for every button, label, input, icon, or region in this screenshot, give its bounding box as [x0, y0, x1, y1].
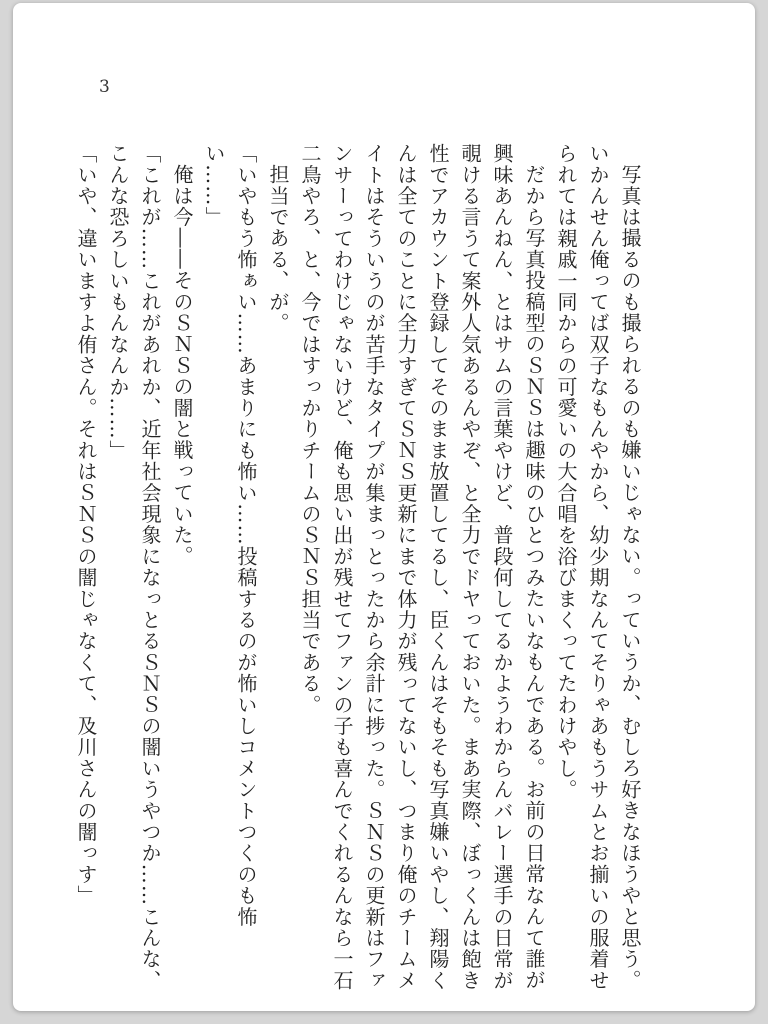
- paragraph: 「いや、違いますよ侑さん。それはＳＮＳの闇じゃなくて、及川さんの闇っす」: [74, 143, 98, 907]
- paragraph: 俺は今――そのＳＮＳの闇と戦っていた。: [170, 164, 194, 567]
- paragraph: 「いやもう怖ぁい……あまりにも怖い……投稿するのが怖いしコメントつくのも怖い……」: [202, 143, 258, 928]
- paragraph: 「これが……これがあれか、近年社会現象になっとるＳＮＳの闇いうやつか……こんな、こんな恐ろしいもんなんか……」: [106, 143, 162, 991]
- paragraph: だから写真投稿型のＳＮＳは趣味のひとつみたいなもんである。お前の日常なんて誰が興味あんねん、とはサムの言葉やけど、普段何してるかようわからんバレー選手の日常が覗ける言うて案外人気あるんやぞ、と全力でドヤっておいた。まあ実際、ぼっくんは飽き性でアカウント登録してそのまま放置してるし、臣くんはそもそも写真嫌いやし、翔陽くんは全てのことに全力すぎてＳＮＳ更新にまで体力が残ってないし、つまり俺のチームメイトはそういうのが苦手なタイプが集まっとったから余計に捗った。ＳＮＳの更新はファンサーってわけじゃないけど、俺も思い出が残せてファンの子も喜んでくれるんなら一石二鳥やろ、と、今ではすっかりチームのＳＮＳ担当である。: [298, 143, 546, 991]
- paragraph: 担当である、が。: [266, 164, 290, 334]
- book-page: [13, 3, 755, 1011]
- paragraph: 写真は撮るのも撮られるのも嫌いじゃない。っていうか、むしろ好きなほうやと思う。いかんせん俺ってば双子なもんやから、幼少期なんてそりゃあもうサムとお揃いの服着せられては親戚一同からの可愛いの大合唱を浴びまくってたわけやし。: [554, 143, 642, 991]
- page-number: 3: [99, 77, 110, 97]
- vertical-text-block: [70, 143, 646, 993]
